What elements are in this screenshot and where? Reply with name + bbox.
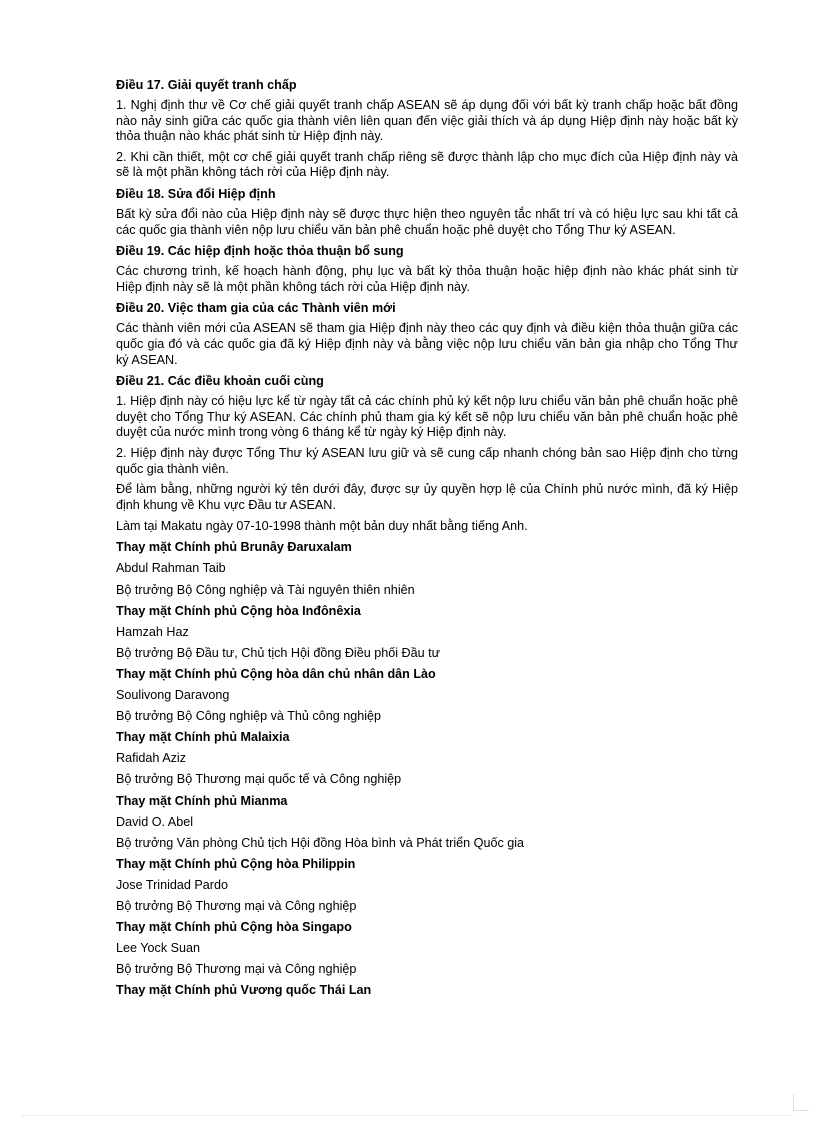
signatory-name: Jose Trinidad Pardo	[116, 877, 229, 892]
document-body	[116, 77, 738, 1003]
signatory-name: Rafidah Aziz	[116, 751, 187, 766]
article-19-paragraph-1: Các chương trình, kế hoạch hành động, phụ lục và bất kỳ thỏa thuận hoặc hiệp định nào khác phát sinh từ Hiệp định này sẽ là một phần không tách rời của Hiệp định này.	[116, 264, 738, 294]
article-18-paragraph-1: Bất kỳ sửa đổi nào của Hiệp định này sẽ được thực hiện theo nguyên tắc nhất trí và có hiệu lực sau khi tất cả các quốc gia thành viên nộp lưu chiểu văn bản phê chuẩn hoặc phê duyệt cho Tổng Thư ký ASEAN.	[116, 206, 738, 237]
signatory-title: Bộ trưởng Bộ Thương mại quốc tế và Công nghiệp	[116, 772, 402, 787]
article-20-paragraph-1: Các thành viên mới của ASEAN sẽ tham gia Hiệp định này theo các quy định và điều kiện thỏa thuận giữa các quốc gia đó và các quốc gia đã ký Hiệp định này và bằng việc nộp lưu chiểu văn bản gia nhập cho Tổng Thư ký ASEAN.	[116, 321, 738, 367]
place-and-date: Làm tại Makatu ngày 07-10-1998 thành một bản duy nhất bằng tiếng Anh.	[116, 519, 528, 534]
signatory-government: Thay mặt Chính phủ Cộng hòa Inđônêxia	[116, 603, 361, 618]
signatory-name: Lee Yock Suan	[116, 941, 201, 956]
article-17-paragraph-2: 2. Khi cần thiết, một cơ chế giải quyết tranh chấp riêng sẽ được thành lập cho mục đích của Hiệp định này và sẽ là một phần không tách rời của Hiệp định này.	[116, 149, 738, 180]
article-21-heading: Điều 21. Các điều khoản cuối cùng	[116, 374, 324, 389]
page-bottom-rule	[22, 1115, 794, 1116]
signatory-name: Hamzah Haz	[116, 624, 189, 639]
signatory-government: Thay mặt Chính phủ Cộng hòa Singapo	[116, 920, 352, 935]
signatory-title: Bộ trưởng Văn phòng Chủ tịch Hội đồng Hòa bình và Phát triển Quốc gia	[116, 835, 525, 850]
signatory-title: Bộ trưởng Bộ Công nghiệp và Thủ công nghiệp	[116, 709, 382, 724]
article-17-heading: Điều 17. Giải quyết tranh chấp	[116, 78, 297, 92]
article-18-heading: Điều 18. Sửa đổi Hiệp định	[116, 186, 276, 201]
signatory-name: Abdul Rahman Taib	[116, 561, 226, 576]
signatory-title: Bộ trưởng Bộ Thương mại và Công nghiệp	[116, 898, 357, 913]
signatory-government: Thay mặt Chính phủ Cộng hòa dân chủ nhân dân Lào	[116, 666, 436, 681]
signatory-government: Thay mặt Chính phủ Mianma	[116, 793, 288, 808]
article-21-paragraph-2: 2. Hiệp định này được Tổng Thư ký ASEAN lưu giữ và sẽ cung cấp nhanh chóng bản sao Hiệp định cho từng quốc gia thành viên.	[116, 445, 738, 476]
article-19-heading: Điều 19. Các hiệp định hoặc thỏa thuận bổ sung	[116, 244, 404, 259]
signatory-title: Bộ trưởng Bộ Đầu tư, Chủ tịch Hội đồng Điều phối Đầu tư	[116, 645, 441, 660]
signatory-title: Bộ trưởng Bộ Thương mại và Công nghiệp	[116, 962, 357, 977]
signatory-name: David O. Abel	[116, 814, 194, 829]
article-21-paragraph-1: 1. Hiệp định này có hiệu lực kể từ ngày tất cả các chính phủ ký kết nộp lưu chiểu văn bản phê chuẩn hoặc phê duyệt cho Tổng Thư ký ASEAN. Các chính phủ tham gia ký kết sẽ nộp lưu chiểu văn bản phê chuẩn hoặc phê duyệt của nước mình trong vòng 6 tháng kể từ ngày ký Hiệp định này.	[116, 394, 738, 440]
page-corner-mark	[793, 1094, 794, 1110]
signatory-government: Thay mặt Chính phủ Cộng hòa Philippin	[116, 856, 356, 871]
signatory-government: Thay mặt Chính phủ Brunây Đaruxalam	[116, 540, 352, 555]
signatory-name: Soulivong Daravong	[116, 688, 230, 703]
article-21-paragraph-3: Để làm bằng, những người ký tên dưới đây, được sự ủy quyền hợp lệ của Chính phủ nước mình, đã ký Hiệp định khung về Khu vực Đầu tư ASEAN.	[116, 482, 738, 512]
page-corner-mark	[793, 1110, 809, 1111]
article-20-heading: Điều 20. Việc tham gia của các Thành viên mới	[116, 301, 396, 316]
signatory-government: Thay mặt Chính phủ Malaixia	[116, 730, 290, 745]
final-signatory-government: Thay mặt Chính phủ Vương quốc Thái Lan	[116, 983, 372, 998]
signatory-title: Bộ trưởng Bộ Công nghiệp và Tài nguyên thiên nhiên	[116, 582, 415, 597]
article-17-paragraph-1: 1. Nghị định thư về Cơ chế giải quyết tranh chấp ASEAN sẽ áp dụng đối với bất kỳ tranh chấp hoặc bất đồng nào nảy sinh giữa các quốc gia thành viên liên quan đến việc giải thích và áp dụng Hiệp định này hoặc bất kỳ thỏa thuận nào khác phát sinh từ Hiệp định này.	[116, 98, 738, 144]
